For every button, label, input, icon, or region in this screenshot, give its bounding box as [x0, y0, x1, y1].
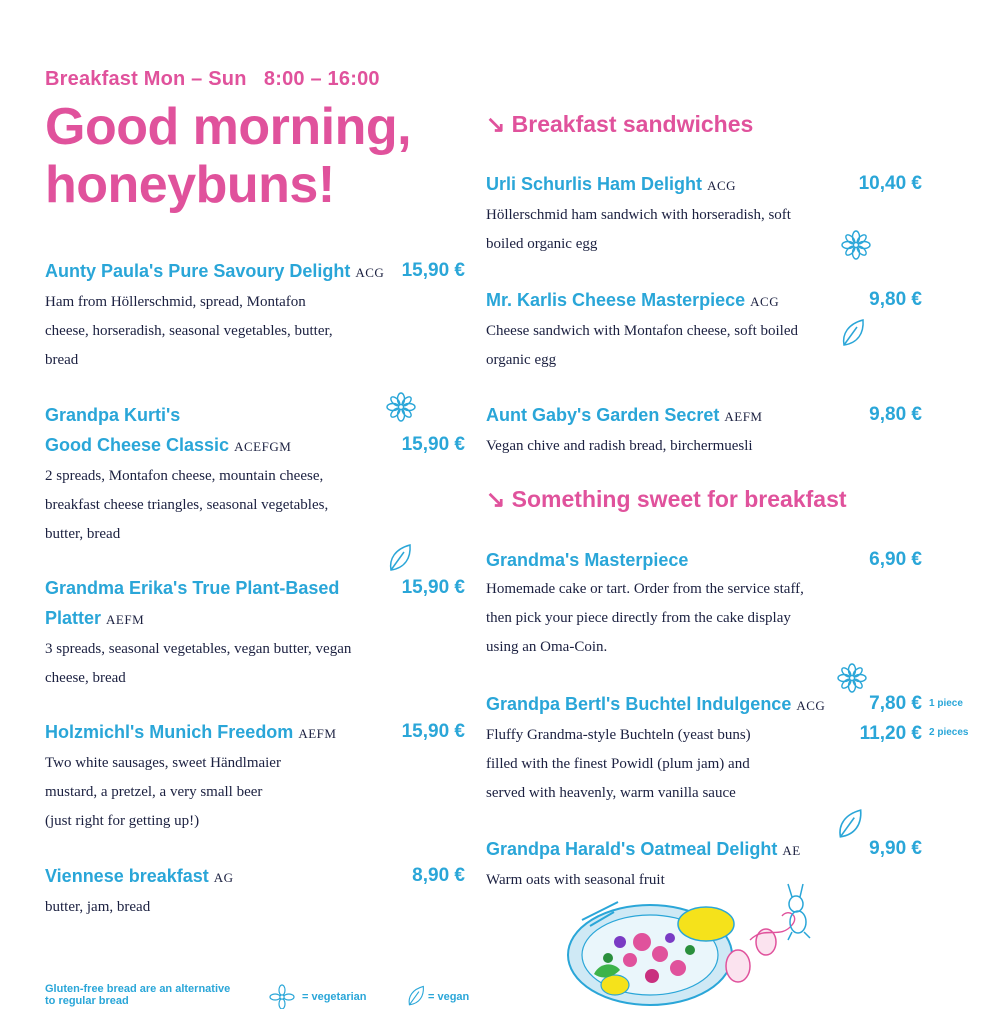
item-name: Grandpa Kurti's [45, 405, 181, 425]
item-price: 9,80 € [869, 289, 922, 310]
note-line: Gluten-free bread are an alternative [45, 983, 231, 995]
description-line: organic egg [486, 352, 557, 368]
description-line: breakfast cheese triangles, seasonal vegetables, [45, 497, 329, 513]
flower-icon [387, 393, 415, 421]
title-line-2: honeybuns! [45, 156, 335, 214]
description-line: cheese, bread [45, 670, 126, 686]
leaf-icon [840, 318, 866, 348]
item-allergens: AE [782, 843, 801, 858]
item-description [486, 575, 922, 662]
item-name: Viennese breakfast AG [45, 866, 234, 886]
description-line: Fluffy Grandma-style Buchteln (yeast buns) [486, 727, 751, 743]
item-name: Urli Schurlis Ham Delight ACG [486, 174, 737, 194]
item-name: Holzmichl's Munich Freedom AEFM [45, 722, 337, 742]
description-line: mustard, a pretzel, a very small beer [45, 784, 263, 800]
item-description [45, 893, 465, 922]
item-allergens: AEFM [298, 726, 337, 741]
item-allergens: ACG [750, 294, 780, 309]
item-price-secondary: 11,20 € [859, 723, 922, 744]
menu-item [45, 256, 465, 375]
breakfast-bowl-illustration [560, 880, 820, 1004]
description-line: Two white sausages, sweet Händlmaier [45, 755, 281, 771]
item-description [486, 432, 922, 461]
item-name: Mr. Karlis Cheese Masterpiece ACG [486, 290, 780, 310]
section-heading-sandwiches: ↘ Breakfast sandwiches [486, 111, 754, 137]
description-line: 2 spreads, Montafon cheese, mountain cheese, [45, 468, 324, 484]
item-allergens: AG [213, 870, 234, 885]
menu-item [45, 400, 465, 549]
price-note: 2 pieces [929, 727, 969, 738]
title-line-1: Good morning, [45, 98, 412, 156]
description-line: (just right for getting up!) [45, 813, 200, 829]
item-price: 15,90 € [401, 260, 465, 281]
description-line: butter, jam, bread [45, 899, 151, 915]
vegetarian-legend: = vegetarian [302, 991, 367, 1003]
description-line: Vegan chive and radish bread, birchermuesli [486, 438, 753, 454]
menu-item [45, 861, 465, 922]
page-title [45, 98, 411, 214]
description-line: filled with the finest Powidl (plum jam) and [486, 756, 750, 772]
item-allergens: ACG [355, 265, 385, 280]
note-line: to regular bread [45, 995, 129, 1007]
item-price: 8,90 € [412, 865, 465, 886]
menu-item [45, 717, 465, 836]
flower-icon [270, 985, 294, 1009]
item-price: 7,80 € [869, 693, 922, 714]
item-name: Aunty Paula's Pure Savoury Delight ACG [45, 261, 385, 281]
item-description [45, 635, 465, 693]
menu-item [45, 573, 465, 693]
menu-item [486, 689, 922, 808]
description-line: Ham from Höllerschmid, spread, Montafon [45, 294, 306, 310]
item-description [45, 462, 465, 549]
item-description [45, 288, 465, 375]
item-allergens: ACG [796, 698, 826, 713]
item-name: Grandma's Masterpiece [486, 550, 689, 570]
flower-icon [838, 664, 866, 692]
item-allergens: ACEFGM [234, 439, 292, 454]
description-line: bread [45, 352, 79, 368]
item-name: Grandma Erika's True Plant-Based [45, 578, 340, 598]
menu-item [486, 400, 922, 461]
item-allergens: ACG [707, 178, 737, 193]
item-description [45, 749, 465, 836]
description-line: cheese, horseradish, seasonal vegetables, butter, [45, 323, 333, 339]
item-price: 9,90 € [869, 838, 922, 859]
flower-icon [842, 231, 870, 259]
price-note: 1 piece [929, 698, 963, 709]
description-line: then pick your piece directly from the cake display [486, 610, 791, 626]
description-line: boiled organic egg [486, 236, 598, 252]
description-line: 3 spreads, seasonal vegetables, vegan butter, vegan [45, 641, 352, 657]
description-line: using an Oma-Coin. [486, 639, 608, 655]
gluten-free-note [45, 983, 230, 1007]
section-heading-sweet: ↘ Something sweet for breakfast [486, 486, 847, 512]
description-line: Höllerschmid ham sandwich with horseradish, soft [486, 207, 791, 223]
item-allergens: AEFM [106, 612, 145, 627]
item-name: Platter AEFM [45, 608, 145, 628]
leaf-icon [387, 543, 413, 573]
item-price: 15,90 € [401, 721, 465, 742]
menu-item [486, 545, 922, 662]
description-line: Homemade cake or tart. Order from the service staff, [486, 581, 804, 597]
item-description [486, 721, 922, 808]
item-price: 9,80 € [869, 404, 922, 425]
item-name: Grandpa Harald's Oatmeal Delight AE [486, 839, 801, 859]
item-price: 15,90 € [401, 434, 465, 455]
item-price: 15,90 € [401, 577, 465, 598]
opening-hours: Breakfast Mon – Sun 8:00 – 16:00 [45, 68, 380, 90]
vegan-legend: = vegan [428, 991, 470, 1003]
item-price: 10,40 € [858, 173, 922, 194]
description-line: served with heavenly, warm vanilla sauce [486, 785, 736, 801]
item-price: 6,90 € [869, 549, 922, 570]
description-line: Warm oats with seasonal fruit [486, 872, 665, 888]
item-name: Grandpa Bertl's Buchtel Indulgence ACG [486, 694, 826, 714]
description-line: Cheese sandwich with Montafon cheese, soft boiled [486, 323, 799, 339]
item-name: Aunt Gaby's Garden Secret AEFM [486, 405, 763, 425]
item-name: Good Cheese Classic ACEFGM [45, 435, 292, 455]
description-line: butter, bread [45, 526, 121, 542]
item-allergens: AEFM [724, 409, 763, 424]
